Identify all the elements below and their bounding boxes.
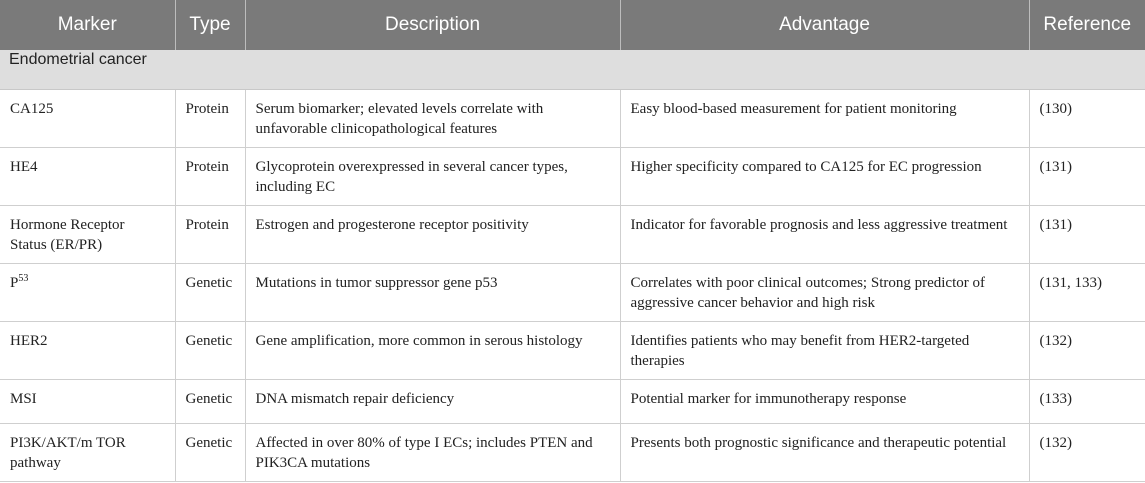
header-row bbox=[0, 0, 1145, 50]
cell-advantage: Presents both prognostic significance and therapeutic potential bbox=[620, 423, 1029, 481]
cell-type: Protein bbox=[175, 147, 245, 205]
cell-type: Genetic bbox=[175, 423, 245, 481]
cell-advantage: Easy blood-based measurement for patient monitoring bbox=[620, 89, 1029, 147]
cell-marker bbox=[0, 263, 175, 321]
cell-reference: (133) bbox=[1029, 379, 1145, 423]
header-description: Description bbox=[245, 0, 620, 50]
cell-type: Protein bbox=[175, 205, 245, 263]
cell-advantage: Potential marker for immunotherapy response bbox=[620, 379, 1029, 423]
cell-description: Gene amplification, more common in serous histology bbox=[245, 321, 620, 379]
cell-reference: (131, 133) bbox=[1029, 263, 1145, 321]
header-advantage: Advantage bbox=[620, 0, 1029, 50]
cell-reference: (132) bbox=[1029, 321, 1145, 379]
section-row bbox=[0, 50, 1145, 89]
cell-type: Genetic bbox=[175, 321, 245, 379]
cell-advantage: Indicator for favorable prognosis and less aggressive treatment bbox=[620, 205, 1029, 263]
cell-type: Genetic bbox=[175, 263, 245, 321]
cell-reference: (131) bbox=[1029, 147, 1145, 205]
cell-reference: (130) bbox=[1029, 89, 1145, 147]
cell-advantage: Higher specificity compared to CA125 for EC progression bbox=[620, 147, 1029, 205]
cell-type: Genetic bbox=[175, 379, 245, 423]
cell-reference: (131) bbox=[1029, 205, 1145, 263]
header-marker: Marker bbox=[0, 0, 175, 50]
cell-reference: (132) bbox=[1029, 423, 1145, 481]
cell-marker: PI3K/AKT/m TOR pathway bbox=[0, 423, 175, 481]
table-row bbox=[0, 147, 1145, 205]
cell-marker: Hormone Receptor Status (ER/PR) bbox=[0, 205, 175, 263]
cell-description: Serum biomarker; elevated levels correlate with unfavorable clinicopathological features bbox=[245, 89, 620, 147]
cell-description: Affected in over 80% of type I ECs; includes PTEN and PIK3CA mutations bbox=[245, 423, 620, 481]
header-type: Type bbox=[175, 0, 245, 50]
table-row bbox=[0, 205, 1145, 263]
cell-marker: CA125 bbox=[0, 89, 175, 147]
table-row bbox=[0, 321, 1145, 379]
cell-advantage: Identifies patients who may benefit from HER2-targeted therapies bbox=[620, 321, 1029, 379]
cell-description: Mutations in tumor suppressor gene p53 bbox=[245, 263, 620, 321]
cell-description: Estrogen and progesterone receptor positivity bbox=[245, 205, 620, 263]
section-title: Endometrial cancer bbox=[0, 50, 1145, 89]
cell-description: Glycoprotein overexpressed in several cancer types, including EC bbox=[245, 147, 620, 205]
cell-advantage: Correlates with poor clinical outcomes; Strong predictor of aggressive cancer behavior and high risk bbox=[620, 263, 1029, 321]
cell-type: Protein bbox=[175, 89, 245, 147]
header-reference: Reference bbox=[1029, 0, 1145, 50]
marker-base: P bbox=[10, 274, 19, 291]
table-row bbox=[0, 379, 1145, 423]
table-row bbox=[0, 423, 1145, 481]
cell-marker: HE4 bbox=[0, 147, 175, 205]
cell-marker: MSI bbox=[0, 379, 175, 423]
table-row bbox=[0, 89, 1145, 147]
cell-description: DNA mismatch repair deficiency bbox=[245, 379, 620, 423]
cell-marker: HER2 bbox=[0, 321, 175, 379]
marker-superscript: 53 bbox=[18, 272, 29, 284]
table-row bbox=[0, 263, 1145, 321]
